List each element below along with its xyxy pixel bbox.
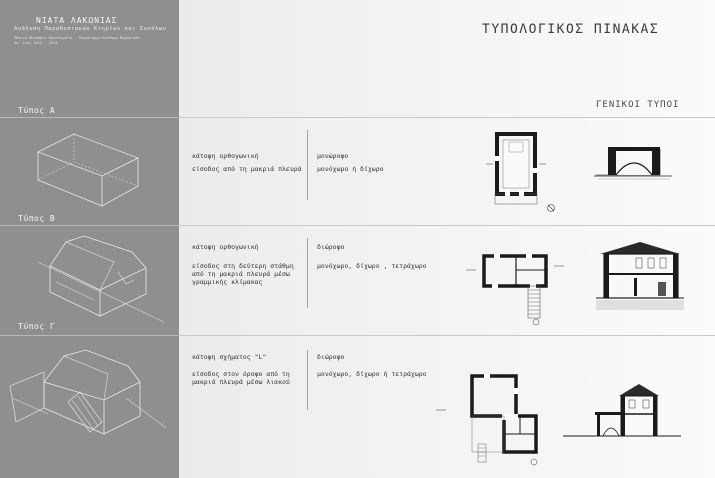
type-b-plan-drawing [462, 248, 580, 326]
type-a-isometric [30, 128, 150, 213]
type-a-spaces: μονόχωρο ή δίχωρο [317, 165, 384, 173]
type-c-label: Τύπος Γ [18, 322, 56, 331]
type-b-label: Τύπος Β [18, 214, 56, 223]
type-a-entrance: είσοδος από τη μακριά πλευρά [192, 165, 302, 173]
row-divider [179, 335, 715, 336]
column-separator [307, 238, 308, 308]
type-b-entrance: είσοδος στη δεύτερη στάθμη από τη μακριά πλευρά μέσω γραμμικής κλίμακας [192, 262, 294, 286]
sidebar [0, 0, 179, 478]
type-c-spaces: μονόχωρο, δίχωρο ή τετράχωρο [317, 370, 427, 378]
column-separator [307, 130, 308, 200]
type-a-plan-drawing [485, 128, 575, 216]
type-b-plan: κάτοψη ορθογωνική [192, 243, 259, 251]
north-arrow-icon [531, 459, 537, 465]
row-divider [179, 225, 715, 226]
sidebar-divider [0, 225, 179, 226]
sidebar-divider [0, 335, 179, 336]
type-c-section-drawing [563, 378, 683, 443]
year-text: Ακ. έτος 2013 - 2014 [14, 41, 58, 45]
type-c-entrance: είσοδος στον όροφο από τη μακριά πλευρά μέσω λιακού [192, 370, 290, 386]
section-title: ΓΕΝΙΚΟΙ ΤΥΠΟΙ [596, 100, 680, 110]
row-divider [179, 117, 715, 118]
type-b-isometric [34, 232, 174, 327]
type-b-floors: διώροφο [317, 243, 345, 251]
type-a-label: Τύπος Α [18, 106, 56, 115]
project-subtitle: Ανάλυση Παραδοσιακών Κτηρίων και Συνόλων [14, 26, 167, 32]
type-b-section-drawing [596, 238, 686, 313]
type-c-plan: κάτοψη σχήματος "L" [192, 353, 267, 361]
type-c-floors: διώροφο [317, 353, 345, 361]
page-title: ΤΥΠΟΛΟΓΙΚΟΣ ΠΙΝΑΚΑΣ [482, 22, 660, 37]
type-b-spaces: μονόχωρο, δίχωρο , τετράχωρο [317, 262, 427, 270]
type-c-isometric [8, 342, 173, 442]
type-a-floors: μονώροφο [317, 152, 349, 160]
institution-text: Εθνικό Μετσόβιο Πολυτεχνείο - Τμήμα Αρχιτεκτόνων Μηχανικών [14, 36, 140, 40]
type-a-plan: κάτοψη ορθογωνική [192, 152, 259, 160]
north-arrow-icon [533, 319, 539, 325]
type-a-section-drawing [594, 145, 674, 185]
project-title: ΝΙΑΤΑ ΛΑΚΩΝΙΑΣ [36, 16, 118, 25]
column-separator [307, 350, 308, 410]
sidebar-divider [0, 117, 179, 118]
type-c-plan-drawing [432, 370, 562, 468]
